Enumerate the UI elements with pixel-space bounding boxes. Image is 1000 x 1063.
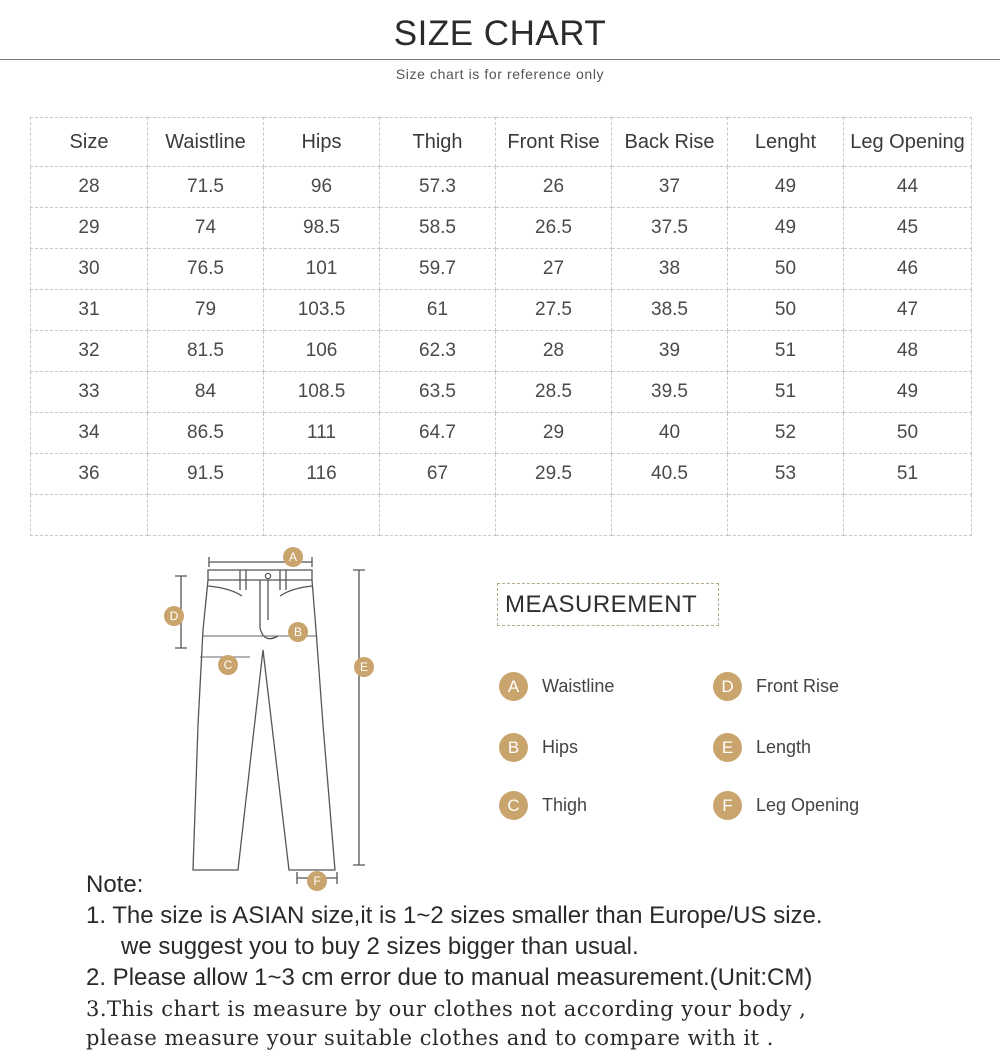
cell-hips: 106 [264, 331, 380, 372]
cell-thigh: 63.5 [380, 372, 496, 413]
empty-cell [148, 495, 264, 536]
cell-hips: 111 [264, 413, 380, 454]
cell-size: 28 [31, 167, 148, 208]
cell-waistline: 74 [148, 208, 264, 249]
cell-thigh: 59.7 [380, 249, 496, 290]
cell-length: 52 [728, 413, 844, 454]
cell-leg-opening: 47 [844, 290, 972, 331]
legend-badge-b: B [499, 733, 528, 762]
cell-front-rise: 29 [496, 413, 612, 454]
legend-label: Length [756, 736, 812, 757]
note-line-2: 2. Please allow 1~3 cm error due to manual measurement.(Unit:CM) [86, 964, 813, 991]
header-front-rise: Front Rise [496, 118, 612, 167]
cell-size: 31 [31, 290, 148, 331]
header-thigh: Thigh [380, 118, 496, 167]
note-heading: Note: [86, 871, 144, 898]
legend-label: Leg Opening [756, 794, 860, 815]
cell-back-rise: 39.5 [612, 372, 728, 413]
cell-waistline: 91.5 [148, 454, 264, 495]
cell-hips: 101 [264, 249, 380, 290]
page-title: SIZE CHART [393, 14, 607, 53]
table-row [31, 331, 972, 372]
table-row [31, 167, 972, 208]
empty-cell [496, 495, 612, 536]
cell-length: 49 [728, 208, 844, 249]
cell-size: 30 [31, 249, 148, 290]
cell-back-rise: 37 [612, 167, 728, 208]
empty-cell [31, 495, 148, 536]
cell-back-rise: 37.5 [612, 208, 728, 249]
legend-badge-c: C [499, 791, 528, 820]
cell-length: 50 [728, 249, 844, 290]
note-line-1: 1. The size is ASIAN size,it is 1~2 sizes smaller than Europe/US size. [86, 902, 823, 929]
empty-cell [612, 495, 728, 536]
cell-hips: 96 [264, 167, 380, 208]
cell-leg-opening: 51 [844, 454, 972, 495]
page-subtitle: Size chart is for reference only [395, 66, 605, 82]
note-line-1b: we suggest you to buy 2 sizes bigger than usual. [121, 933, 639, 960]
header-size: Size [31, 118, 148, 167]
cell-leg-opening: 48 [844, 331, 972, 372]
header-waistline: Waistline [148, 118, 264, 167]
measurement-heading: MEASUREMENT [497, 583, 719, 626]
cell-hips: 116 [264, 454, 380, 495]
cell-leg-opening: 50 [844, 413, 972, 454]
marker-c: C [218, 655, 238, 675]
cell-back-rise: 40 [612, 413, 728, 454]
legend-item-leg-opening [713, 790, 859, 820]
table-row-empty [31, 495, 972, 536]
legend-badge-e: E [713, 733, 742, 762]
legend-item-front-rise [713, 671, 839, 701]
cell-front-rise: 28 [496, 331, 612, 372]
marker-e: E [354, 657, 374, 677]
table-header-row [31, 118, 972, 167]
empty-cell [844, 495, 972, 536]
legend-item-length [713, 732, 811, 762]
legend-badge-a: A [499, 672, 528, 701]
cell-front-rise: 27 [496, 249, 612, 290]
cell-thigh: 57.3 [380, 167, 496, 208]
cell-waistline: 79 [148, 290, 264, 331]
cell-thigh: 61 [380, 290, 496, 331]
cell-length: 50 [728, 290, 844, 331]
cell-leg-opening: 46 [844, 249, 972, 290]
cell-hips: 108.5 [264, 372, 380, 413]
cell-back-rise: 39 [612, 331, 728, 372]
cell-waistline: 81.5 [148, 331, 264, 372]
cell-back-rise: 40.5 [612, 454, 728, 495]
cell-leg-opening: 45 [844, 208, 972, 249]
marker-b: B [288, 622, 308, 642]
table-row [31, 413, 972, 454]
cell-leg-opening: 44 [844, 167, 972, 208]
cell-front-rise: 28.5 [496, 372, 612, 413]
cell-back-rise: 38.5 [612, 290, 728, 331]
table-row [31, 372, 972, 413]
legend-item-thigh [499, 790, 587, 820]
legend-badge-d: D [713, 672, 742, 701]
note-line-3: 3.This chart is measure by our clothes not according your body , [86, 997, 807, 1021]
cell-thigh: 58.5 [380, 208, 496, 249]
cell-front-rise: 26.5 [496, 208, 612, 249]
table-row [31, 454, 972, 495]
cell-leg-opening: 49 [844, 372, 972, 413]
empty-cell [728, 495, 844, 536]
header-hips: Hips [264, 118, 380, 167]
header-back-rise: Back Rise [612, 118, 728, 167]
empty-cell [264, 495, 380, 536]
cell-waistline: 84 [148, 372, 264, 413]
cell-hips: 98.5 [264, 208, 380, 249]
cell-thigh: 62.3 [380, 331, 496, 372]
cell-thigh: 64.7 [380, 413, 496, 454]
cell-size: 32 [31, 331, 148, 372]
cell-hips: 103.5 [264, 290, 380, 331]
table-row [31, 290, 972, 331]
cell-size: 34 [31, 413, 148, 454]
empty-cell [380, 495, 496, 536]
cell-waistline: 86.5 [148, 413, 264, 454]
cell-front-rise: 27.5 [496, 290, 612, 331]
table-row [31, 249, 972, 290]
legend-label: Hips [542, 736, 579, 757]
marker-f: F [307, 871, 327, 891]
legend-label: Thigh [542, 794, 588, 815]
cell-length: 53 [728, 454, 844, 495]
legend-label: Front Rise [756, 675, 840, 696]
header-length: Lenght [728, 118, 844, 167]
header-leg-opening: Leg Opening [844, 118, 972, 167]
cell-waistline: 71.5 [148, 167, 264, 208]
note-line-3b: please measure your suitable clothes and to compare with it . [86, 1026, 774, 1050]
cell-front-rise: 26 [496, 167, 612, 208]
cell-thigh: 67 [380, 454, 496, 495]
pants-diagram [160, 540, 390, 895]
legend-badge-f: F [713, 791, 742, 820]
marker-d: D [164, 606, 184, 626]
cell-size: 29 [31, 208, 148, 249]
size-table [30, 117, 972, 536]
cell-size: 33 [31, 372, 148, 413]
legend-label: Waistline [542, 675, 615, 696]
cell-back-rise: 38 [612, 249, 728, 290]
cell-size: 36 [31, 454, 148, 495]
marker-a: A [283, 547, 303, 567]
cell-front-rise: 29.5 [496, 454, 612, 495]
cell-length: 49 [728, 167, 844, 208]
title-divider [0, 59, 1000, 60]
table-row [31, 208, 972, 249]
legend-item-waistline [499, 671, 614, 701]
cell-length: 51 [728, 331, 844, 372]
cell-length: 51 [728, 372, 844, 413]
cell-waistline: 76.5 [148, 249, 264, 290]
legend-item-hips [499, 732, 578, 762]
